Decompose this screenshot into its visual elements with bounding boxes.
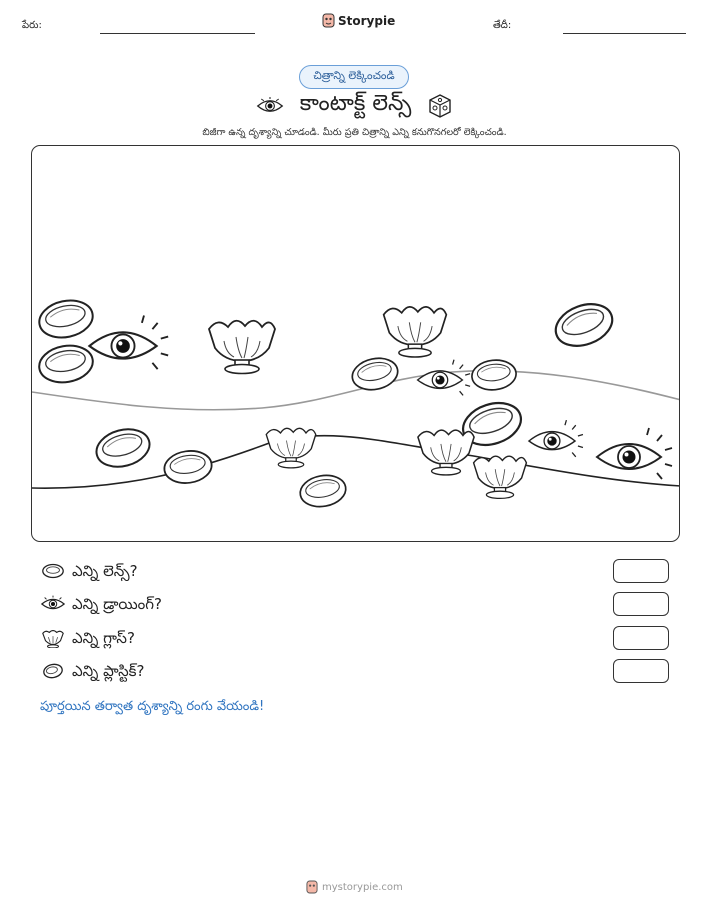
eye-drawing-item <box>89 316 168 370</box>
name-field[interactable] <box>100 33 255 34</box>
storypie-mascot-icon <box>322 13 335 28</box>
answer-box-glass[interactable] <box>613 626 669 650</box>
search-scene <box>31 145 680 542</box>
answer-box-plastic[interactable] <box>613 659 669 683</box>
instructions: బిజీగా ఉన్న దృశ్యాన్ని చూడండి. మీరు ప్రతి చిత్రాన్ని ఎన్ని కనుగొనగలరో లెక్కించండి. <box>202 127 507 138</box>
glass-bowl-icon <box>40 628 66 648</box>
date-label: తేదీ: <box>493 20 512 31</box>
question-lens <box>40 559 670 585</box>
page-title: కాంటాక్ట్ లెన్స్ <box>299 91 412 116</box>
answer-box-eye-drawing[interactable] <box>613 592 669 616</box>
lens-item <box>92 424 153 473</box>
scene-illustration <box>32 146 680 542</box>
lens-item <box>36 296 96 342</box>
glass-bowl-item <box>418 430 474 475</box>
lens-item <box>349 354 400 393</box>
glass-bowl-item <box>384 307 447 357</box>
question-text: ఎన్ని ప్లాస్టిక్? <box>72 662 145 680</box>
lens-item <box>162 448 213 486</box>
category-badge: చిత్రాన్ని లెక్కించండి <box>299 65 409 89</box>
question-glass <box>40 626 670 652</box>
plastic-lens-icon <box>40 661 66 681</box>
question-text: ఎన్ని గ్లాస్? <box>72 629 135 647</box>
coloring-note: పూర్తయిన తర్వాత దృశ్యాన్ని రంగు వేయండి! <box>40 699 265 714</box>
storypie-mascot-icon <box>306 880 318 894</box>
name-label: పేరు: <box>22 20 42 31</box>
lens-item <box>298 472 349 510</box>
glass-bowl-item <box>266 428 316 468</box>
lens-item <box>550 297 618 353</box>
brand-name: Storypie <box>338 13 396 28</box>
eye-title-icon <box>256 97 284 115</box>
eye-drawing-item <box>418 360 471 396</box>
lens-item <box>470 358 517 392</box>
footer <box>306 880 403 894</box>
glass-bowl-item <box>209 321 275 374</box>
counter-block-icon <box>427 93 453 119</box>
eye-drawing-icon <box>40 594 66 614</box>
question-text: ఎన్ని డ్రాయింగ్? <box>72 595 162 613</box>
footer-url[interactable]: mystorypie.com <box>322 881 403 893</box>
eye-drawing-item <box>597 428 672 479</box>
lens-item <box>36 342 95 387</box>
question-text: ఎన్ని లెన్స్? <box>72 562 138 580</box>
question-eye-drawing <box>40 592 670 618</box>
question-plastic <box>40 659 670 685</box>
answer-box-lens[interactable] <box>613 559 669 583</box>
eye-drawing-item <box>529 420 583 457</box>
title-row <box>0 91 709 121</box>
glass-bowl-item <box>474 456 527 498</box>
brand-logo <box>322 13 395 28</box>
date-field[interactable] <box>563 33 686 34</box>
lens-icon <box>40 561 66 581</box>
